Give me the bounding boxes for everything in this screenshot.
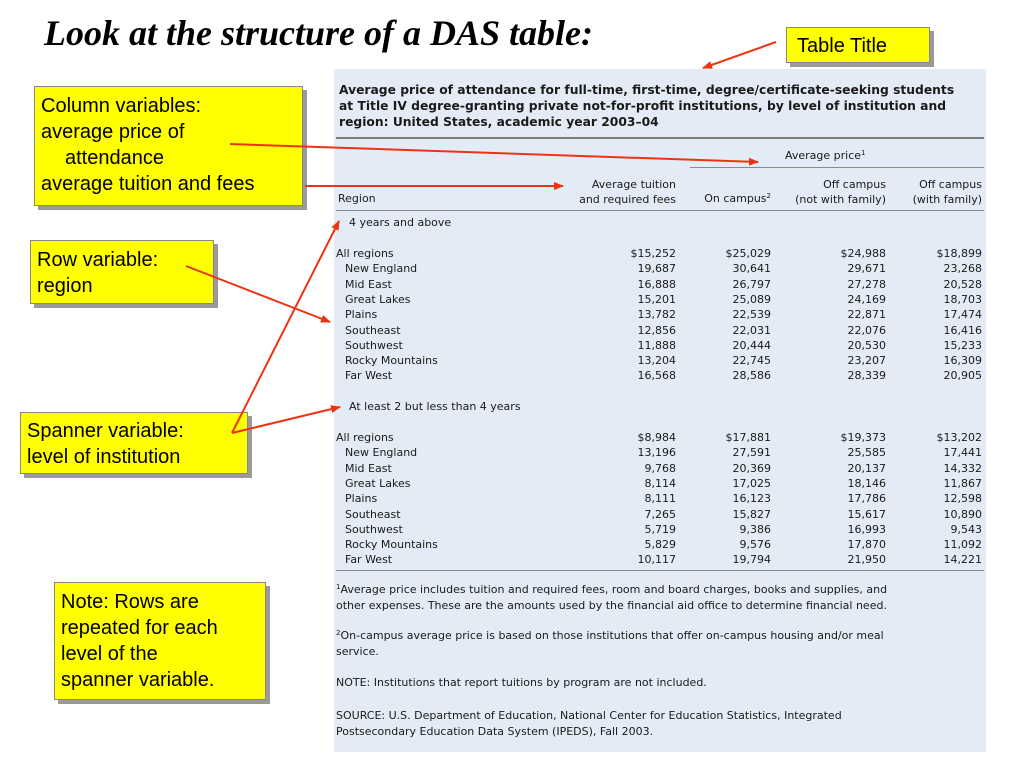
table-cell: 24,169 xyxy=(847,292,886,306)
table-footnote xyxy=(336,708,981,740)
footnote-marker: 2 xyxy=(336,629,341,637)
table-cell: 22,076 xyxy=(847,323,886,337)
table-footnote xyxy=(336,582,981,614)
table-cell: $17,881 xyxy=(725,431,771,444)
table-cell: 8,111 xyxy=(644,492,676,506)
arrow-spanner-second xyxy=(232,407,340,433)
table-cell: $18,899 xyxy=(936,247,982,260)
table-cell: 23,207 xyxy=(847,354,886,368)
column-header-on-campus: On campus$^2$ xyxy=(704,192,771,205)
row-region-label: New England xyxy=(345,262,418,276)
callout-line: repeated for each xyxy=(61,617,218,639)
row-region-label: Far West xyxy=(345,553,393,567)
table-cell: 22,745 xyxy=(732,354,771,368)
table-title xyxy=(339,82,984,130)
footnote-line xyxy=(336,675,981,691)
callout-line: spanner variable. xyxy=(61,669,215,691)
row-region-label: Mid East xyxy=(345,461,392,475)
footnote-text: On-campus average price is based on those institutions that offer on-campus housing and/or meal xyxy=(340,629,884,642)
table-cell: 5,719 xyxy=(644,522,676,536)
note-callout xyxy=(54,582,266,700)
row-region-label: Plains xyxy=(345,492,378,506)
table-cell: 15,201 xyxy=(637,292,676,306)
table-cell: 11,867 xyxy=(943,476,982,490)
column-header-off-campus-not-with-family: Off campus (not with family) xyxy=(795,178,886,206)
table-cell: 21,950 xyxy=(847,553,886,567)
header-rule xyxy=(336,210,984,211)
callout-line: attendance xyxy=(65,147,164,169)
callout-line: Row variable: xyxy=(37,249,159,271)
table-cell: 22,031 xyxy=(732,323,771,337)
footnote-marker: 1 xyxy=(336,583,341,591)
table-cell: 20,444 xyxy=(732,338,771,352)
table-cell: 9,543 xyxy=(950,522,982,536)
table-cell: 25,585 xyxy=(847,446,886,460)
table-cell: $8,984 xyxy=(637,431,676,444)
table-cell: 17,025 xyxy=(732,476,771,490)
table-cell: 5,829 xyxy=(644,538,676,552)
table-cell: 14,221 xyxy=(943,553,982,567)
table-cell: $15,252 xyxy=(630,247,676,260)
footnote-text: Average price includes tuition and required fees, room and board charges, books and supplies, and xyxy=(340,583,888,596)
title-rule xyxy=(336,137,984,139)
table-cell: 9,576 xyxy=(739,538,771,552)
callout-line: level of institution xyxy=(27,446,181,468)
row-region-label: Southwest xyxy=(345,338,403,352)
footnote-line xyxy=(336,644,981,660)
table-cell: 20,528 xyxy=(943,277,982,291)
table-cell: 26,797 xyxy=(732,277,771,291)
table-cell: 27,591 xyxy=(732,446,771,460)
table-title-line: Average price of attendance for full-time, first-time, degree/certificate-seeking students xyxy=(339,83,955,97)
table-cell: 8,114 xyxy=(644,476,676,490)
row-region-label: Southeast xyxy=(345,507,401,521)
row-region-label: Mid East xyxy=(345,277,392,291)
table-cell: 12,598 xyxy=(943,492,982,506)
table-footnote xyxy=(336,628,981,660)
table-cell: $24,988 xyxy=(840,247,886,260)
table-cell: 12,856 xyxy=(637,323,676,337)
row-region-label: All regions xyxy=(336,247,394,260)
row-variable-callout xyxy=(30,240,214,304)
table-cell: 13,204 xyxy=(637,354,676,368)
table-cell: 17,870 xyxy=(847,538,886,552)
row-region-label: Rocky Mountains xyxy=(345,538,438,552)
callout-line: Column variables: xyxy=(41,95,202,117)
table-title-line: at Title IV degree-granting private not-for-profit institutions, by level of institution and xyxy=(339,99,947,113)
table-cell: 11,092 xyxy=(943,538,982,552)
table-cell: 20,530 xyxy=(847,338,886,352)
table-cell: 15,617 xyxy=(847,507,886,521)
table-cell: 10,890 xyxy=(943,507,982,521)
table-cell: 19,687 xyxy=(637,262,676,276)
table-cell: $19,373 xyxy=(840,431,886,444)
callout-line: level of the xyxy=(61,643,158,665)
table-cell: 22,871 xyxy=(847,308,886,322)
table-cell: 14,332 xyxy=(943,461,982,475)
column-header-region: Region xyxy=(338,192,376,205)
table-cell: 25,089 xyxy=(732,292,771,306)
footnote-line xyxy=(336,724,981,740)
table-cell: 30,641 xyxy=(732,262,771,276)
table-cell: 16,416 xyxy=(943,323,982,337)
table-cell: 17,474 xyxy=(943,308,982,322)
arrow-table-title xyxy=(703,42,776,68)
footnote-text: service. xyxy=(336,645,379,658)
spanner-group-label: 4 years and above xyxy=(349,216,452,229)
table-cell: 18,703 xyxy=(943,292,982,306)
table-cell: 13,782 xyxy=(637,308,676,322)
row-region-label: Southwest xyxy=(345,522,403,536)
table-cell: 28,339 xyxy=(847,369,886,383)
table-cell: 13,196 xyxy=(637,446,676,460)
footnote-text: NOTE: Institutions that report tuitions by program are not included. xyxy=(336,676,707,689)
table-cell: 15,233 xyxy=(943,338,982,352)
table-cell: 7,265 xyxy=(644,507,676,521)
das-table xyxy=(334,69,986,752)
table-cell: 9,768 xyxy=(644,461,676,475)
callout-line: average tuition and fees xyxy=(41,173,255,195)
table-footnote xyxy=(336,675,981,691)
table-title-callout xyxy=(786,27,930,63)
spanner-rule xyxy=(690,167,984,168)
table-cell: $25,029 xyxy=(725,247,771,260)
table-cell: 20,905 xyxy=(943,369,982,383)
table-cell: 23,268 xyxy=(943,262,982,276)
footnote-text: SOURCE: U.S. Department of Education, National Center for Education Statistics, Integrated xyxy=(336,709,842,722)
footnote-line xyxy=(336,708,981,724)
table-cell: 9,386 xyxy=(739,522,771,536)
table-cell: 16,123 xyxy=(732,492,771,506)
row-region-label: New England xyxy=(345,446,418,460)
table-cell: 10,117 xyxy=(637,553,676,567)
spanner-header: Average price$^1$ xyxy=(785,149,866,162)
table-cell: 18,146 xyxy=(847,476,886,490)
callout-line: Table Title xyxy=(797,35,888,57)
footnote-text: Postsecondary Education Data System (IPEDS), Fall 2003. xyxy=(336,725,654,738)
callout-line: average price of xyxy=(41,121,185,143)
column-variables-callout xyxy=(34,86,303,206)
row-region-label: Plains xyxy=(345,308,378,322)
table-cell: 19,794 xyxy=(732,553,771,567)
table-cell: 16,888 xyxy=(637,277,676,291)
callout-line: Note: Rows are xyxy=(61,591,199,613)
table-cell: 15,827 xyxy=(732,507,771,521)
table-cell: 16,568 xyxy=(637,369,676,383)
table-cell: 22,539 xyxy=(732,308,771,322)
footer-rule xyxy=(336,570,984,571)
callout-line: region xyxy=(37,275,93,297)
column-header-tuition: Average tuition and required fees xyxy=(579,178,676,206)
callout-line: Spanner variable: xyxy=(27,420,184,442)
row-region-label: Rocky Mountains xyxy=(345,354,438,368)
table-cell: 28,586 xyxy=(732,369,771,383)
arrow-spanner-first xyxy=(232,221,339,433)
table-cell: 17,441 xyxy=(943,446,982,460)
footnote-text: other expenses. These are the amounts used by the financial aid office to determine financial need. xyxy=(336,599,887,612)
slide-title: Look at the structure of a DAS table: xyxy=(44,13,594,53)
footnote-line xyxy=(336,582,981,598)
spanner-group-label: At least 2 but less than 4 years xyxy=(349,400,521,413)
row-region-label: Great Lakes xyxy=(345,476,411,490)
table-cell: 20,137 xyxy=(847,461,886,475)
table-cell: $13,202 xyxy=(936,431,982,444)
table-cell: 16,993 xyxy=(847,522,886,536)
footnote-line xyxy=(336,598,981,614)
table-cell: 11,888 xyxy=(637,338,676,352)
row-region-label: Southeast xyxy=(345,323,401,337)
column-header-off-campus-with-family: Off campus (with family) xyxy=(912,178,982,206)
row-region-label: All regions xyxy=(336,431,394,444)
table-cell: 17,786 xyxy=(847,492,886,506)
table-cell: 27,278 xyxy=(847,277,886,291)
footnote-line xyxy=(336,628,981,644)
table-cell: 20,369 xyxy=(732,461,771,475)
row-region-label: Great Lakes xyxy=(345,292,411,306)
row-region-label: Far West xyxy=(345,369,393,383)
table-title-line: region: United States, academic year 2003–04 xyxy=(339,115,659,129)
spanner-variable-callout xyxy=(20,412,248,474)
table-cell: 16,309 xyxy=(943,354,982,368)
table-cell: 29,671 xyxy=(847,262,886,276)
